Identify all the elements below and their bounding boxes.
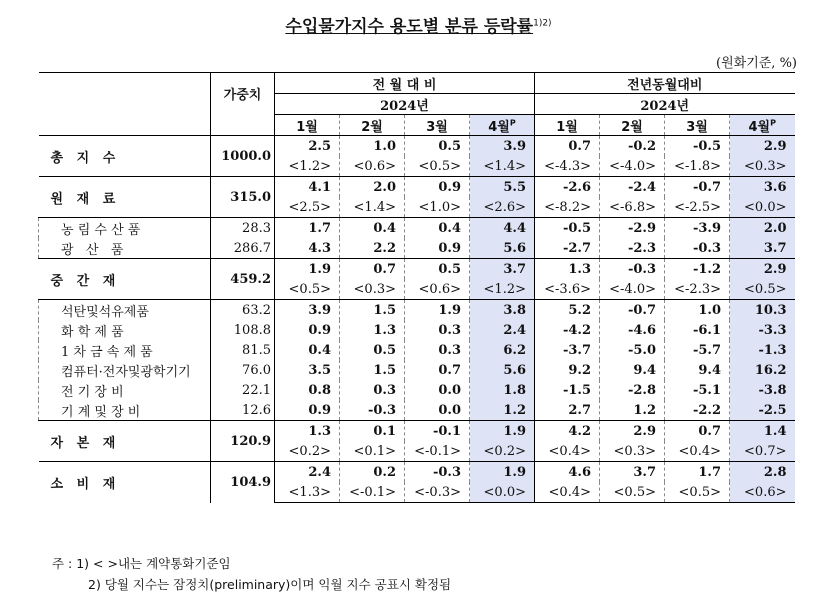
value-cell: -6.1 <box>665 320 730 340</box>
value-cell: -3.9 <box>665 218 730 239</box>
value-cell: 0.2 <box>340 462 405 483</box>
contract-value-cell: <0.6> <box>405 279 470 300</box>
contract-value-cell: <0.2> <box>470 441 535 462</box>
value-cell: -1.3 <box>730 340 795 360</box>
value-cell: 0.9 <box>275 400 340 421</box>
contract-value-cell: <0.7> <box>730 441 795 462</box>
value-cell: 3.9 <box>470 136 535 157</box>
contract-value-cell: <-1.8> <box>665 156 730 177</box>
value-cell: 2.0 <box>340 177 405 198</box>
value-cell: 5.6 <box>470 360 535 380</box>
table-row <box>39 340 795 360</box>
contract-value-cell: <-0.1> <box>405 441 470 462</box>
value-cell: -0.2 <box>600 136 665 157</box>
mom-header: 전 월 대 비 <box>275 73 535 94</box>
value-cell: 9.2 <box>535 360 600 380</box>
value-cell: 0.7 <box>340 259 405 280</box>
row-label: 기 계 및 장 비 <box>39 400 211 421</box>
value-cell: -2.8 <box>600 380 665 400</box>
value-cell: 5.5 <box>470 177 535 198</box>
month-header: 1월 <box>275 115 340 136</box>
value-cell: 6.2 <box>470 340 535 360</box>
value-cell: 2.5 <box>275 136 340 157</box>
value-cell: 0.9 <box>405 177 470 198</box>
weight-cell: 28.3 <box>211 218 275 239</box>
contract-value-cell: <-2.5> <box>665 197 730 218</box>
value-cell: 3.7 <box>600 462 665 483</box>
value-cell: 1.3 <box>535 259 600 280</box>
value-cell: 2.9 <box>600 421 665 442</box>
value-cell: 2.7 <box>535 400 600 421</box>
row-label: 화 학 제 품 <box>39 320 211 340</box>
contract-value-cell: <0.5> <box>730 279 795 300</box>
value-cell: 0.5 <box>405 136 470 157</box>
contract-value-cell: <1.4> <box>470 156 535 177</box>
footnote-1: 주 : 1) < >내는 계약통화기준임 <box>52 556 231 571</box>
corner-cell <box>39 73 211 94</box>
contract-value-cell: <1.2> <box>470 279 535 300</box>
row-label: 총 지 수 <box>50 150 116 166</box>
weight-header: 가중치 <box>211 73 275 115</box>
value-cell: -5.0 <box>600 340 665 360</box>
value-cell: -3.7 <box>535 340 600 360</box>
row-label: 전 기 장 비 <box>39 380 211 400</box>
contract-value-cell: <0.0> <box>730 197 795 218</box>
value-cell: 0.9 <box>405 238 470 259</box>
value-cell: 0.8 <box>275 380 340 400</box>
weight-cell: 81.5 <box>211 340 275 360</box>
mom-year: 2024년 <box>275 94 535 115</box>
contract-value-cell: <0.5> <box>600 482 665 503</box>
value-cell: 0.4 <box>275 340 340 360</box>
table-row <box>39 238 795 259</box>
contract-value-cell: <0.3> <box>600 441 665 462</box>
value-cell: 1.0 <box>340 136 405 157</box>
value-cell: 16.2 <box>730 360 795 380</box>
value-cell: 1.8 <box>470 380 535 400</box>
contract-value-cell: <-4.3> <box>535 156 600 177</box>
table-title <box>0 12 837 37</box>
unit-label: (원화기준, %) <box>716 56 797 71</box>
value-cell: 4.2 <box>535 421 600 442</box>
preliminary-mark: P <box>770 118 776 128</box>
value-cell: 1.9 <box>405 300 470 321</box>
month-header: 2월 <box>600 115 665 136</box>
value-cell: 0.7 <box>665 421 730 442</box>
value-cell: 3.6 <box>730 177 795 198</box>
value-cell: 1.9 <box>470 462 535 483</box>
yoy-header: 전년동월대비 <box>535 73 795 94</box>
value-cell: 3.7 <box>470 259 535 280</box>
value-cell: -2.9 <box>600 218 665 239</box>
value-cell: -2.4 <box>600 177 665 198</box>
value-cell: 0.5 <box>405 259 470 280</box>
value-cell: -0.7 <box>665 177 730 198</box>
value-cell: 1.3 <box>275 421 340 442</box>
value-cell: -2.7 <box>535 238 600 259</box>
value-cell: 3.8 <box>470 300 535 321</box>
weight-cell: 459.2 <box>211 259 275 300</box>
contract-value-cell: <0.1> <box>340 441 405 462</box>
contract-value-cell: <0.5> <box>405 156 470 177</box>
contract-value-cell: <-0.3> <box>405 482 470 503</box>
contract-value-cell: <1.3> <box>275 482 340 503</box>
weight-cell: 12.6 <box>211 400 275 421</box>
value-cell: -5.7 <box>665 340 730 360</box>
value-cell: -5.1 <box>665 380 730 400</box>
value-cell: 2.0 <box>730 218 795 239</box>
weight-cell: 120.9 <box>211 421 275 462</box>
value-cell: 5.6 <box>470 238 535 259</box>
value-cell: -0.3 <box>405 462 470 483</box>
value-cell: 1.0 <box>665 300 730 321</box>
value-cell: -3.3 <box>730 320 795 340</box>
value-cell: 1.3 <box>340 320 405 340</box>
value-cell: -2.6 <box>535 177 600 198</box>
contract-value-cell: <1.2> <box>275 156 340 177</box>
value-cell: 0.3 <box>405 320 470 340</box>
value-cell: -4.6 <box>600 320 665 340</box>
value-cell: 2.4 <box>470 320 535 340</box>
value-cell: -0.1 <box>405 421 470 442</box>
contract-value-cell: <-4.0> <box>600 279 665 300</box>
value-cell: 1.4 <box>730 421 795 442</box>
corner-cell <box>39 94 211 115</box>
contract-value-cell: <-3.6> <box>535 279 600 300</box>
value-cell: -1.2 <box>665 259 730 280</box>
weight-cell: 76.0 <box>211 360 275 380</box>
weight-cell: 63.2 <box>211 300 275 321</box>
value-cell: 0.3 <box>405 340 470 360</box>
value-cell: 2.2 <box>340 238 405 259</box>
value-cell: 0.0 <box>405 400 470 421</box>
row-label: 석탄및석유제품 <box>39 300 211 321</box>
contract-value-cell: <2.5> <box>275 197 340 218</box>
value-cell: -0.3 <box>665 238 730 259</box>
month-header: 2월 <box>340 115 405 136</box>
value-cell: 4.6 <box>535 462 600 483</box>
value-cell: 9.4 <box>665 360 730 380</box>
row-label: 컴퓨터·전자및광학기기 <box>39 360 211 380</box>
value-cell: -4.2 <box>535 320 600 340</box>
value-cell: 0.9 <box>275 320 340 340</box>
contract-value-cell: <-0.1> <box>340 482 405 503</box>
weight-cell: 108.8 <box>211 320 275 340</box>
value-cell: 2.4 <box>275 462 340 483</box>
month-header: 3월 <box>665 115 730 136</box>
value-cell: 1.2 <box>600 400 665 421</box>
preliminary-mark: P <box>509 118 516 128</box>
table-row <box>39 320 795 340</box>
row-label: 원 재 료 <box>39 177 211 218</box>
contract-value-cell: <0.5> <box>665 482 730 503</box>
row-label: 자 본 재 <box>39 421 211 462</box>
table-row <box>39 380 795 400</box>
value-cell: -3.8 <box>730 380 795 400</box>
value-cell: 4.1 <box>275 177 340 198</box>
contract-value-cell: <0.3> <box>730 156 795 177</box>
footnote-2: 2) 당월 지수는 잠정치(preliminary)이며 익월 지수 공표시 확정됨 <box>88 577 452 592</box>
row-label: 중 간 재 <box>39 259 211 300</box>
month-header: 4월$^P$ <box>730 115 795 136</box>
corner-cell <box>39 115 211 136</box>
table-row <box>39 462 795 483</box>
contract-value-cell: <0.6> <box>730 482 795 503</box>
contract-value-cell: <-6.8> <box>600 197 665 218</box>
contract-value-cell: <0.5> <box>275 279 340 300</box>
value-cell: -0.3 <box>340 400 405 421</box>
contract-value-cell: <0.4> <box>665 441 730 462</box>
row-label: 소 비 재 <box>39 462 211 503</box>
value-cell: 2.8 <box>730 462 795 483</box>
table-row <box>39 136 795 157</box>
value-cell: 3.7 <box>730 238 795 259</box>
value-cell: 0.7 <box>535 136 600 157</box>
value-cell: 3.9 <box>275 300 340 321</box>
table-row <box>39 360 795 380</box>
value-cell: 0.3 <box>340 380 405 400</box>
contract-value-cell: <0.4> <box>535 441 600 462</box>
row-label: 농 림 수 산 품 <box>39 218 211 239</box>
contract-value-cell: <0.4> <box>535 482 600 503</box>
value-cell: 0.4 <box>405 218 470 239</box>
table-row <box>39 300 795 321</box>
value-cell: -0.3 <box>600 259 665 280</box>
weight-cell: 1000.0 <box>211 136 275 177</box>
value-cell: 0.5 <box>340 340 405 360</box>
value-cell: 10.3 <box>730 300 795 321</box>
yoy-year: 2024년 <box>535 94 795 115</box>
value-cell: 2.9 <box>730 259 795 280</box>
weight-header-cont <box>211 115 275 136</box>
month-header: 1월 <box>535 115 600 136</box>
contract-value-cell: <2.6> <box>470 197 535 218</box>
value-cell: 0.4 <box>340 218 405 239</box>
table-row <box>39 421 795 442</box>
value-cell: 3.5 <box>275 360 340 380</box>
value-cell: 9.4 <box>600 360 665 380</box>
value-cell: -0.5 <box>535 218 600 239</box>
value-cell: -2.2 <box>665 400 730 421</box>
footnotes <box>52 553 451 595</box>
import-price-table <box>38 72 795 503</box>
weight-cell: 22.1 <box>211 380 275 400</box>
contract-value-cell: <-2.3> <box>665 279 730 300</box>
value-cell: 0.0 <box>405 380 470 400</box>
value-cell: 1.9 <box>470 421 535 442</box>
title-footnote-mark: 1)2) <box>533 18 552 29</box>
value-cell: -2.5 <box>730 400 795 421</box>
value-cell: 5.2 <box>535 300 600 321</box>
table-row <box>39 400 795 421</box>
value-cell: -1.5 <box>535 380 600 400</box>
value-cell: 0.7 <box>405 360 470 380</box>
contract-value-cell: <-8.2> <box>535 197 600 218</box>
value-cell: -0.5 <box>665 136 730 157</box>
contract-value-cell: <-4.0> <box>600 156 665 177</box>
contract-value-cell: <1.0> <box>405 197 470 218</box>
contract-value-cell: <0.3> <box>340 279 405 300</box>
title-text: 수입물가지수 용도별 분류 등락률 <box>285 17 534 37</box>
value-cell: 1.7 <box>665 462 730 483</box>
value-cell: 1.2 <box>470 400 535 421</box>
weight-cell: 104.9 <box>211 462 275 503</box>
contract-value-cell: <0.2> <box>275 441 340 462</box>
row-label: 1 차 금 속 제 품 <box>39 340 211 360</box>
value-cell: 4.3 <box>275 238 340 259</box>
value-cell: 1.5 <box>340 360 405 380</box>
row-label: 광 산 품 <box>39 238 211 259</box>
value-cell: 1.7 <box>275 218 340 239</box>
contract-value-cell: <0.6> <box>340 156 405 177</box>
table-row <box>39 218 795 239</box>
value-cell: -2.3 <box>600 238 665 259</box>
value-cell: 2.9 <box>730 136 795 157</box>
table-row <box>39 177 795 198</box>
value-cell: 1.9 <box>275 259 340 280</box>
contract-value-cell: <0.0> <box>470 482 535 503</box>
month-header: 3월 <box>405 115 470 136</box>
value-cell: 4.4 <box>470 218 535 239</box>
month-header: 4월$^P$ <box>470 115 535 136</box>
value-cell: -0.7 <box>600 300 665 321</box>
weight-cell: 286.7 <box>211 238 275 259</box>
value-cell: 0.1 <box>340 421 405 442</box>
contract-value-cell: <1.4> <box>340 197 405 218</box>
table-row <box>39 259 795 280</box>
value-cell: 1.5 <box>340 300 405 321</box>
weight-cell: 315.0 <box>211 177 275 218</box>
